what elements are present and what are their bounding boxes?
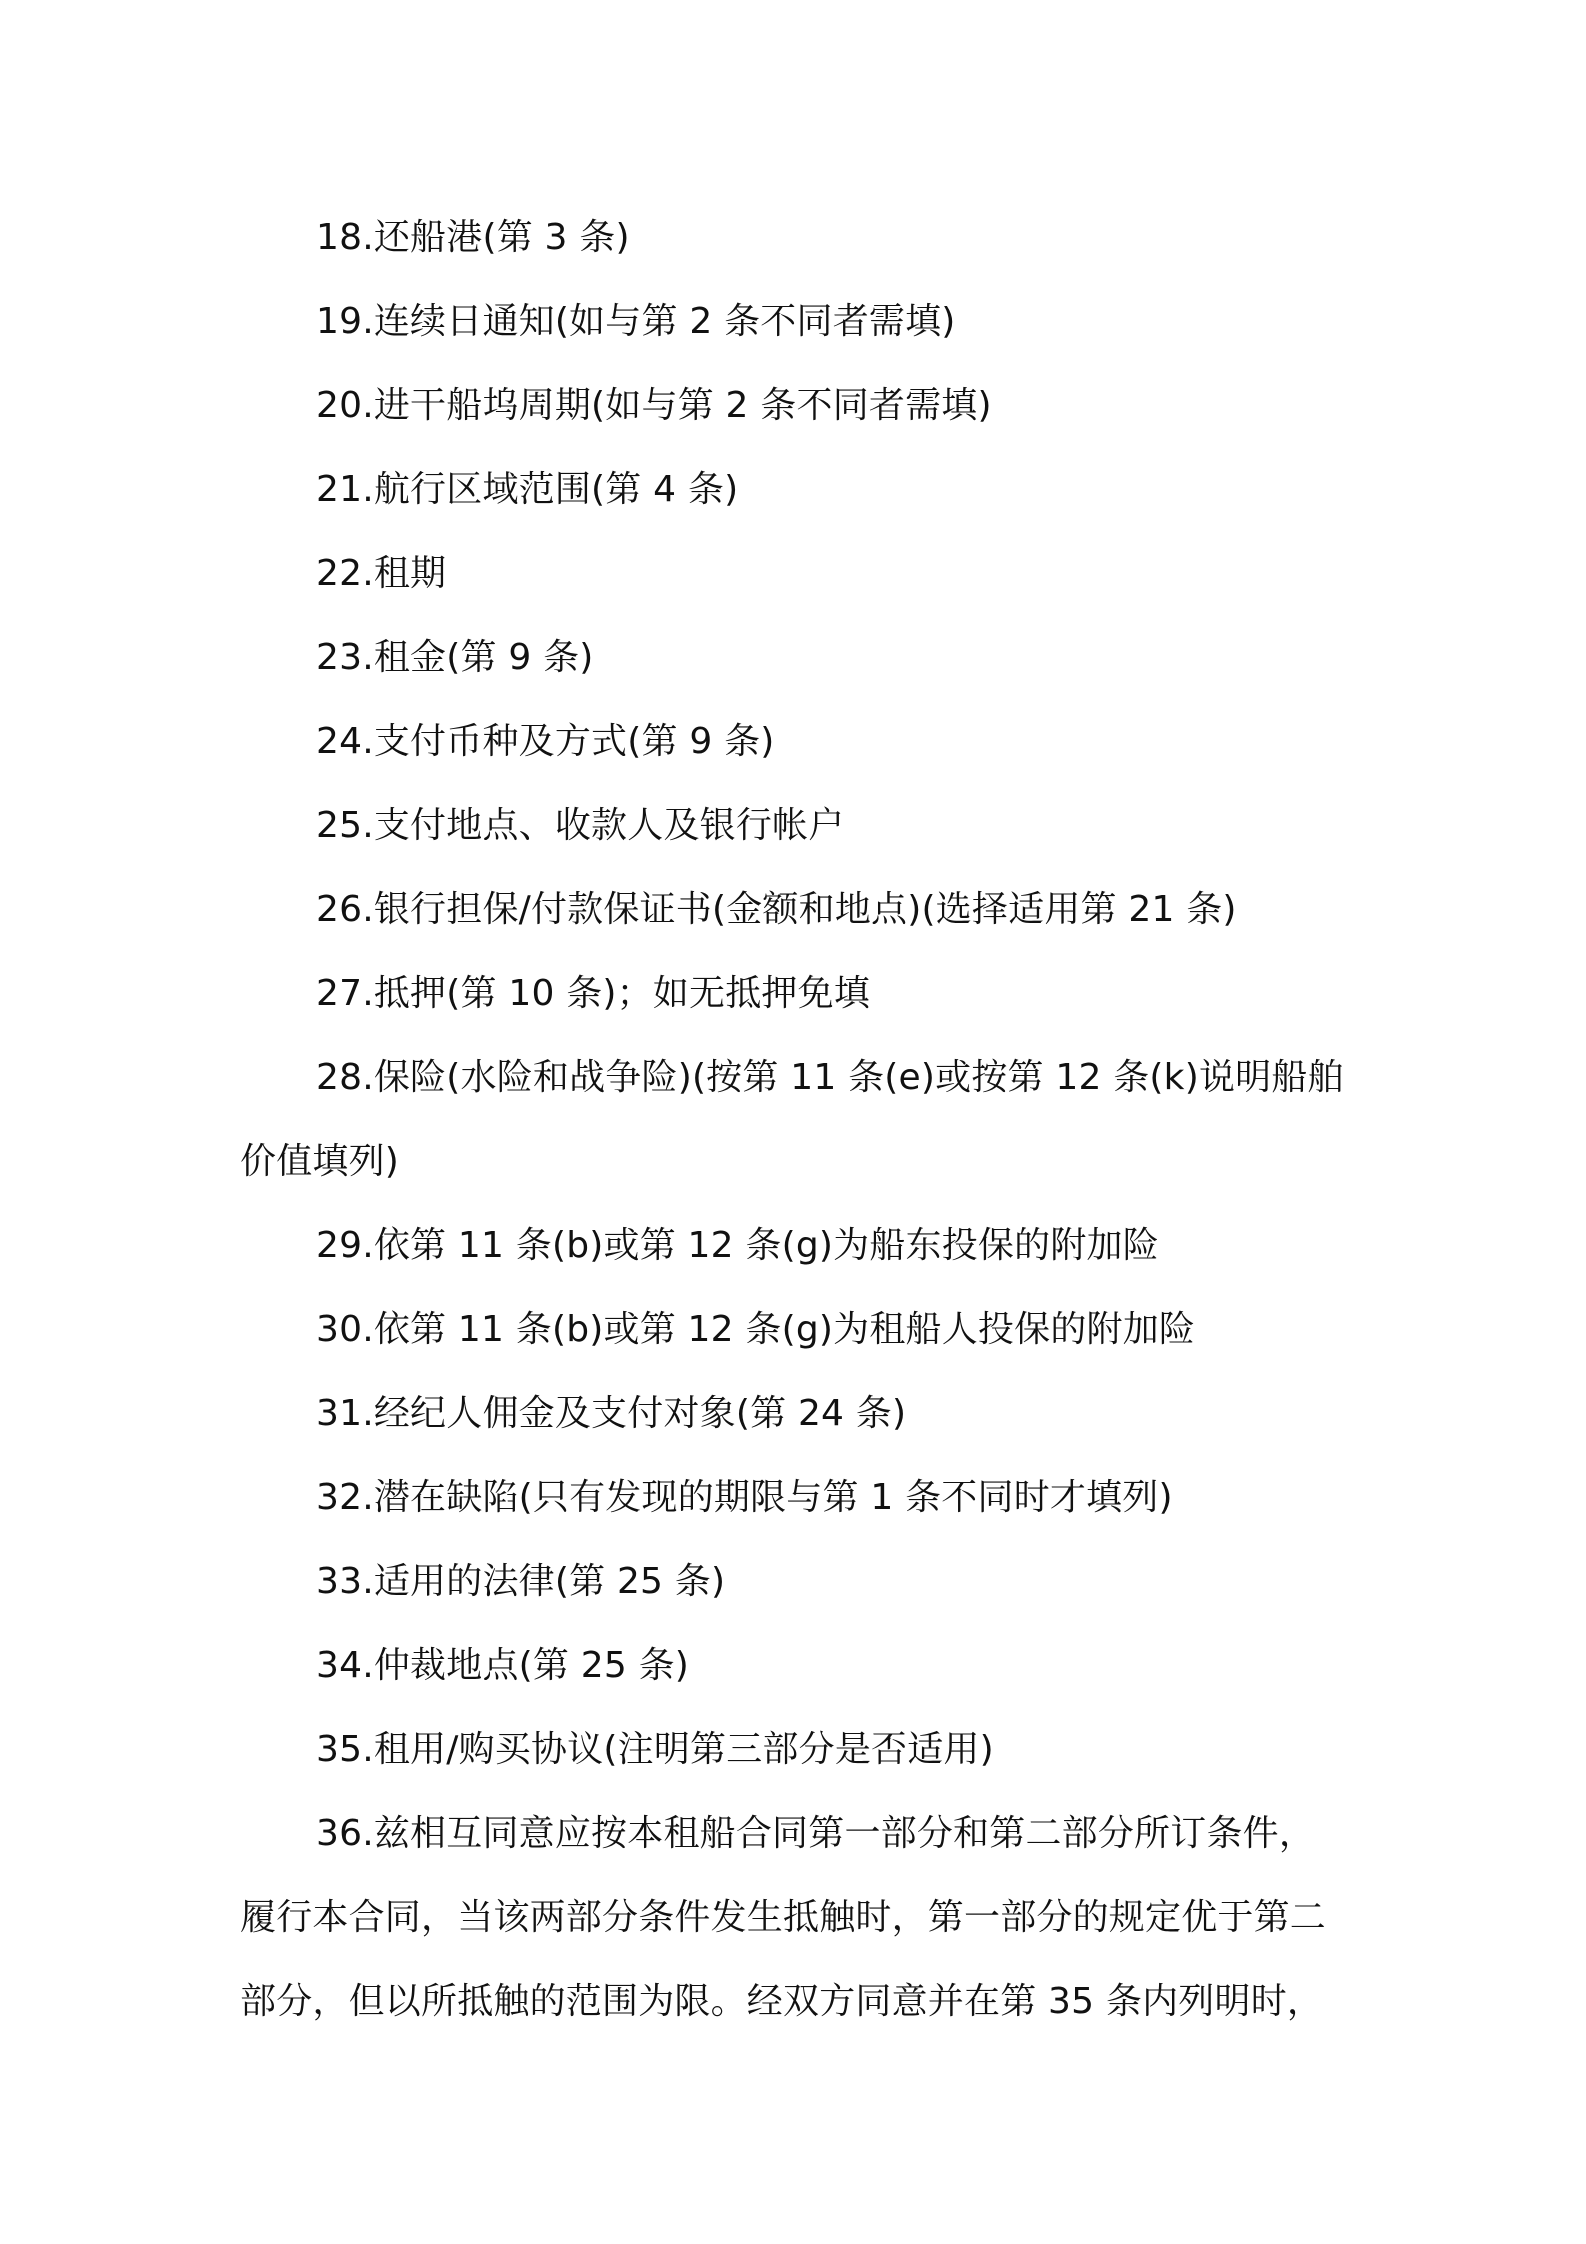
paragraph-item-26: 26.银行担保/付款保证书(金额和地点)(选择适用第 21 条) [316,889,1237,930]
paragraph-item-31: 31.经纪人佣金及支付对象(第 24 条) [316,1393,907,1434]
paragraph-item-36: 36.兹相互同意应按本租船合同第一部分和第二部分所订条件，履行本合同，当该两部分条件发生抵触时，第一部分的规定优于第二部分，但以所抵触的范围为限。经双方同意并在第 35 条内列明时， [240,1813,1327,2022]
paragraph-item-23: 23.租金(第 9 条) [316,637,594,678]
paragraph-item-34: 34.仲裁地点(第 25 条) [316,1645,690,1686]
paragraph-item-24: 24.支付币种及方式(第 9 条) [316,721,775,762]
paragraph-item-30: 30.依第 11 条(b)或第 12 条(g)为租船人投保的附加险 [316,1309,1196,1350]
paragraph-item-32: 32.潜在缺陷(只有发现的期限与第 1 条不同时才填列) [316,1477,1173,1518]
paragraph-item-25: 25.支付地点、收款人及银行帐户 [316,805,845,846]
paragraph-item-19: 19.连续日通知(如与第 2 条不同者需填) [316,301,956,342]
document-body [240,196,1350,2044]
paragraph-item-18: 18.还船港(第 3 条) [316,217,630,258]
paragraph-item-33: 33.适用的法律(第 25 条) [316,1561,726,1602]
paragraph-item-35: 35.租用/购买协议(注明第三部分是否适用) [316,1729,994,1770]
paragraph-item-22: 22.租期 [316,553,447,594]
paragraph-item-28: 28.保险(水险和战争险)(按第 11 条(e)或按第 12 条(k)说明船舶价值填列) [240,1057,1344,1182]
paragraph-item-20: 20.进干船坞周期(如与第 2 条不同者需填) [316,385,992,426]
paragraph-item-29: 29.依第 11 条(b)或第 12 条(g)为船东投保的附加险 [316,1225,1159,1266]
paragraph-item-27: 27.抵押(第 10 条)；如无抵押免填 [316,973,871,1014]
paragraph-item-21: 21.航行区域范围(第 4 条) [316,469,739,510]
